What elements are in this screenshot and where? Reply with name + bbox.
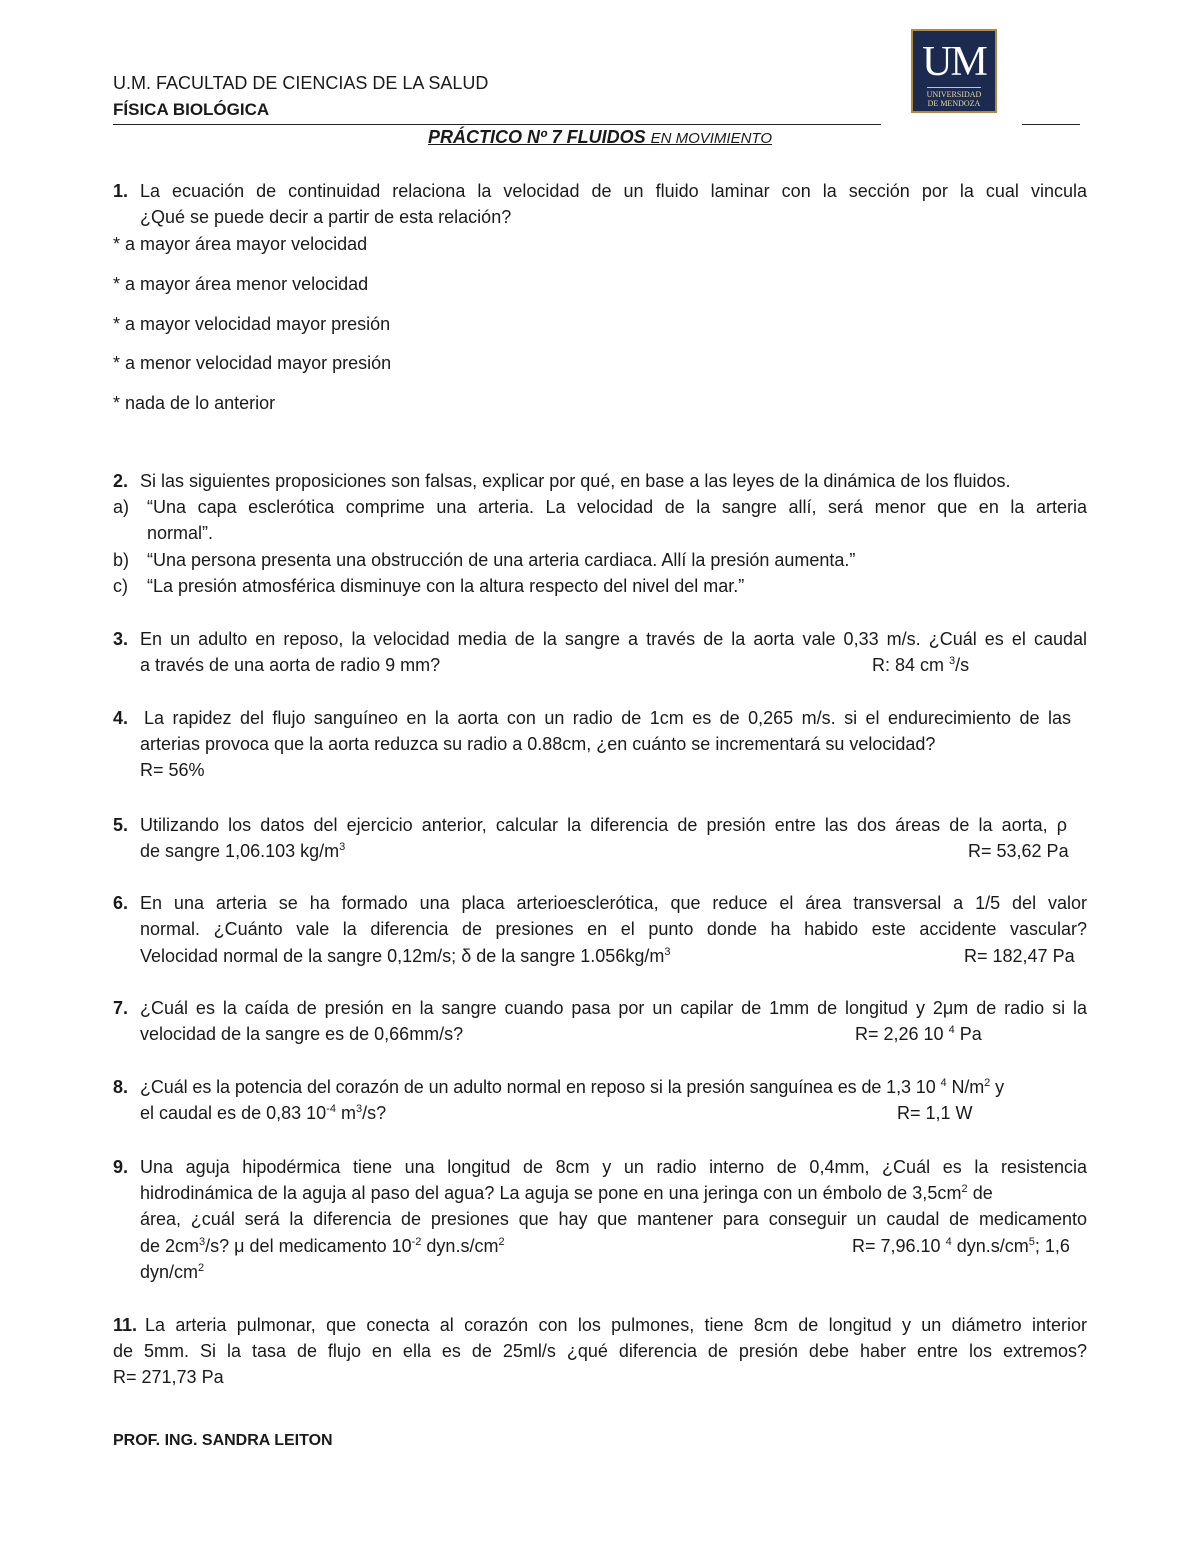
q9-answer-unit: dyn.s/cm	[951, 1236, 1029, 1256]
institution-header: U.M. FACULTAD DE CIENCIAS DE LA SALUD	[113, 73, 489, 93]
q11-answer: R= 271,73 Pa	[113, 1367, 224, 1387]
q11-line2: de 5mm. Si la tasa de flujo en ella es de 25ml/s ¿qué diferencia de presión debe haber entre los extremos?	[113, 1341, 1087, 1361]
q9-line3: área, ¿cuál será la diferencia de presiones que hay que mantener para conseguir un caudal de medicamento	[140, 1209, 1087, 1229]
q5-line2	[140, 839, 345, 863]
q5-number: 5.	[113, 815, 129, 835]
q9-line1: Una aguja hipodérmica tiene una longitud de 8cm y un radio interno de 0,4mm, ¿Cuál es la resistencia	[140, 1157, 1087, 1177]
q8-line2-exp2: 3	[355, 1103, 363, 1115]
header-rule-left	[113, 124, 881, 125]
page-title	[0, 127, 1200, 148]
q3-line2: a través de una aorta de radio 9 mm?	[140, 655, 441, 675]
header-rule-right	[1022, 124, 1080, 125]
q7-line2: velocidad de la sangre es de 0,66mm/s?	[140, 1024, 464, 1044]
q9-line2-text: hidrodinámica de la aguja al paso del agua? La aguja se pone en una jeringa con un émbolo de 3,5cm	[140, 1183, 962, 1203]
q1-option-1: * a mayor área mayor velocidad	[113, 234, 368, 254]
q8-line1-text: ¿Cuál es la potencia del corazón de un adulto normal en reposo si la presión sanguínea es de 1,3 10	[140, 1077, 941, 1097]
q2-b-text: “Una persona presenta una obstrucción de una arteria cardiaca. Allí la presión aumenta.”	[147, 550, 856, 570]
q6-line3	[140, 944, 670, 968]
q9-line2-exp: 2	[961, 1183, 968, 1195]
q3-number: 3.	[113, 629, 129, 649]
q7-answer-unit: Pa	[954, 1024, 982, 1044]
author-footer: PROF. ING. SANDRA LEITON	[113, 1432, 333, 1449]
q2-c-label: c)	[113, 576, 128, 596]
q3-line1: En un adulto en reposo, la velocidad media de la sangre a través de la aorta vale 0,33 m/s. ¿Cuál es el caudal	[140, 629, 1087, 649]
q8-line1-unit: N/m	[946, 1077, 985, 1097]
q8-line2-unit: m	[335, 1103, 356, 1123]
q2-a-label: a)	[113, 497, 130, 517]
q4-answer: R= 56%	[140, 760, 205, 780]
q6-line1: En una arteria se ha formado una placa arterioesclerótica, que reduce el área transversal a 1/5 del valor	[140, 893, 1087, 913]
logo-divider	[927, 87, 981, 88]
q7-answer-value: R= 2,26 10	[855, 1024, 949, 1044]
q7-line1: ¿Cuál es la caída de presión en la sangre cuando pasa por un capilar de 1mm de longitud y 2μm de radio si la	[140, 998, 1087, 1018]
q8-line1-exp2: 2	[984, 1077, 991, 1089]
q8-line2-text: el caudal es de 0,83 10	[140, 1103, 327, 1123]
title-small: EN MOVIMIENTO	[650, 130, 772, 147]
q4-number: 4.	[113, 708, 129, 728]
q8-line1-end: y	[990, 1077, 1005, 1097]
q9-line5-text: dyn/cm	[140, 1262, 199, 1282]
q11-line1: La arteria pulmonar, que conecta al corazón con los pulmones, tiene 8cm de longitud y un diámetro interior	[145, 1315, 1087, 1335]
logo-monogram: UM	[922, 39, 986, 85]
q9-line4-a: de 2cm	[140, 1236, 200, 1256]
logo-subtitle-2: DE MENDOZA	[927, 99, 981, 108]
q9-line4-exp1: 3	[199, 1236, 206, 1248]
q2-text: Si las siguientes proposiciones son falsas, explicar por qué, en base a las leyes de la dinámica de los fluidos.	[140, 471, 1011, 491]
q8-line2-exp1: -4	[326, 1103, 336, 1115]
q1-line2: ¿Qué se puede decir a partir de esta relación?	[140, 207, 512, 227]
q8-number: 8.	[113, 1077, 129, 1097]
q6-line2: normal. ¿Cuánto vale la diferencia de presiones en el punto donde ha habido este accidente vascular?	[140, 919, 1087, 939]
university-logo	[911, 29, 997, 113]
q9-number: 9.	[113, 1157, 129, 1177]
q9-line4-exp3: 2	[498, 1236, 505, 1248]
q3-answer	[872, 653, 969, 677]
q3-answer-value: R: 84 cm	[872, 655, 950, 675]
q5-line1: Utilizando los datos del ejercicio anterior, calcular la diferencia de presión entre las dos áreas de la aorta, ρ	[140, 815, 1067, 835]
q5-line2-text: de sangre 1,06.103 kg/m	[140, 841, 340, 861]
q9-answer	[852, 1234, 1070, 1258]
logo-subtitle-1: UNIVERSIDAD	[926, 90, 982, 99]
q9-line4-c: dyn.s/cm	[421, 1236, 499, 1256]
q9-answer-value: R= 7,96.10	[852, 1236, 946, 1256]
q9-line4	[140, 1234, 505, 1258]
q2-a-line1: “Una capa esclerótica comprime una arteria. La velocidad de la sangre allí, será menor que en la arteria	[147, 497, 1087, 517]
q1-number: 1.	[113, 181, 129, 201]
q11-number: 11.	[113, 1315, 138, 1335]
q2-number: 2.	[113, 471, 129, 491]
q2-c-text: “La presión atmosférica disminuye con la altura respecto del nivel del mar.”	[147, 576, 745, 596]
q9-line4-exp2: -2	[411, 1236, 422, 1248]
q3-answer-exp: 3	[949, 655, 956, 667]
q7-number: 7.	[113, 998, 129, 1018]
q2-b-label: b)	[113, 550, 130, 570]
q7-answer-exp: 4	[948, 1024, 955, 1036]
q1-option-3: * a mayor velocidad mayor presión	[113, 314, 391, 334]
q9-answer-exp2: 5	[1028, 1236, 1035, 1248]
subject-header: FÍSICA BIOLÓGICA	[113, 100, 270, 119]
q1-line1: La ecuación de continuidad relaciona la velocidad de un fluido laminar con la sección por la cual vincula	[140, 181, 1087, 201]
q6-line3-exp: 3	[664, 946, 671, 958]
q8-answer: R= 1,1 W	[897, 1103, 973, 1123]
q4-line1: La rapidez del flujo sanguíneo en la aorta con un radio de 1cm es de 0,265 m/s. si el endurecimiento de las	[144, 708, 1071, 728]
q9-answer-exp1: 4	[945, 1236, 952, 1248]
q1-option-2: * a mayor área menor velocidad	[113, 274, 369, 294]
q8-line1-exp1: 4	[940, 1077, 947, 1089]
q8-line2-end: /s?	[362, 1103, 387, 1123]
q8-line1	[140, 1075, 1004, 1099]
q1-option-4: * a menor velocidad mayor presión	[113, 353, 392, 373]
q8-line2	[140, 1101, 386, 1125]
q1-option-5: * nada de lo anterior	[113, 393, 276, 413]
q9-line2-end: de	[967, 1183, 993, 1203]
q9-line5	[140, 1260, 204, 1284]
q9-line5-exp: 2	[198, 1262, 205, 1274]
q5-answer: R= 53,62 Pa	[968, 841, 1069, 861]
q3-answer-unit: /s	[955, 655, 970, 675]
q9-line4-b: /s? μ del medicamento 10	[205, 1236, 412, 1256]
q7-answer	[855, 1022, 982, 1046]
q6-line3-text: Velocidad normal de la sangre 0,12m/s; δ de la sangre 1.056kg/m	[140, 946, 665, 966]
q5-line2-exp: 3	[339, 841, 346, 853]
title-main: PRÁCTICO Nº 7 FLUIDOS	[428, 127, 651, 147]
q6-number: 6.	[113, 893, 129, 913]
q9-answer-second: ; 1,6	[1034, 1236, 1070, 1256]
q6-answer: R= 182,47 Pa	[964, 946, 1075, 966]
q4-line2: arterias provoca que la aorta reduzca su radio a 0.88cm, ¿en cuánto se incrementará su velocidad?	[140, 734, 936, 754]
q9-line2	[140, 1181, 993, 1205]
q2-a-line2: normal”.	[147, 523, 214, 543]
q11-row1	[113, 1313, 137, 1337]
